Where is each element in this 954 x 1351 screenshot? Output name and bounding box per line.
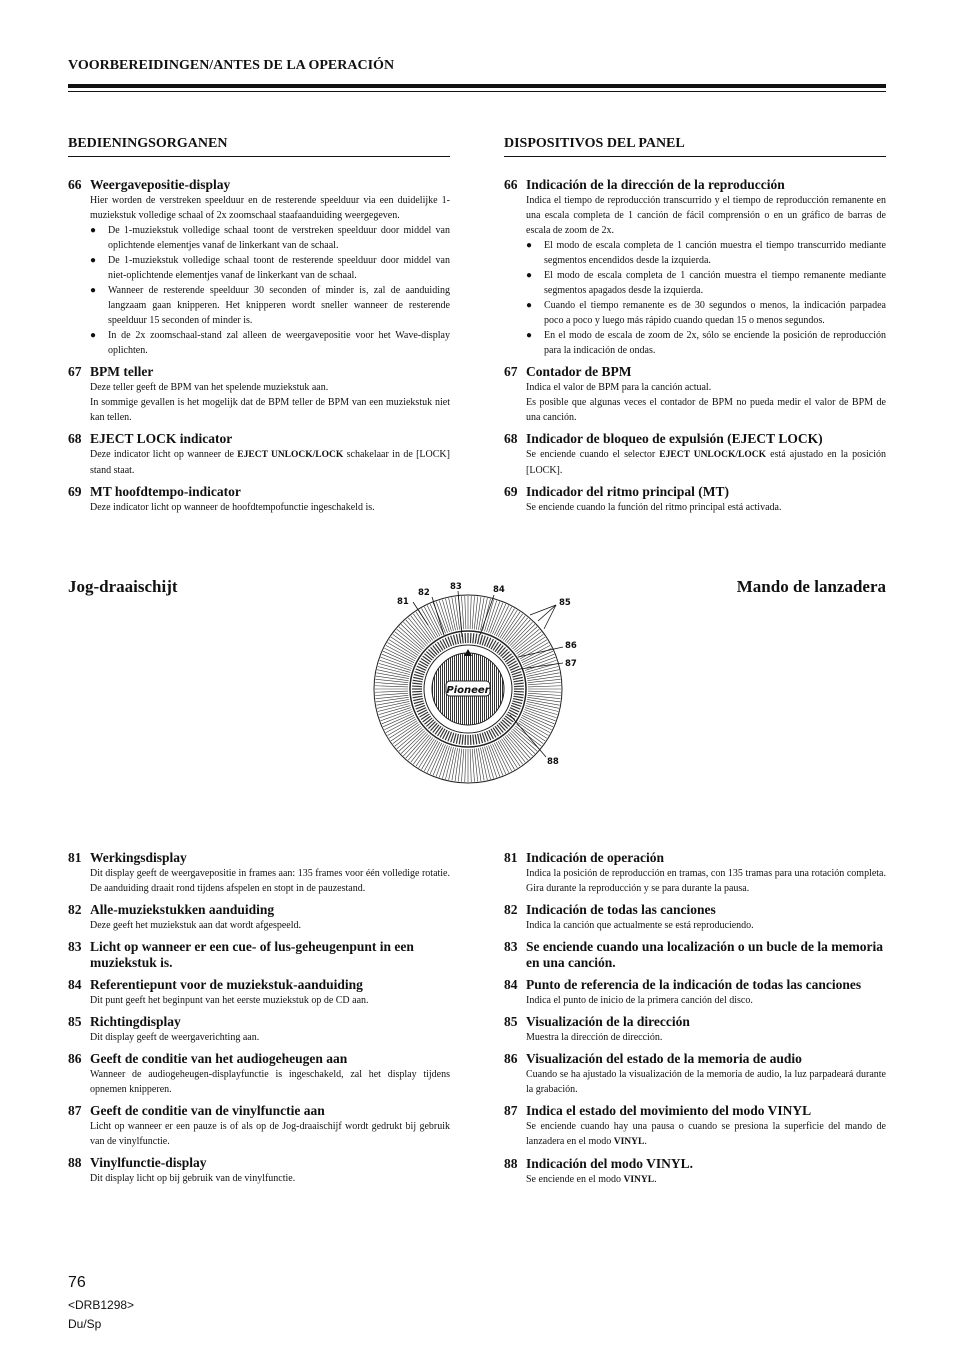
item-88 [504,1156,886,1188]
item-81 [68,850,450,896]
item-title: Indicación de todas las canciones [526,902,716,917]
item-83 [68,939,450,971]
item-number: 81 [504,850,518,865]
jog-tick [514,691,524,692]
page-number: 76 [68,1274,86,1291]
item-description: Indica el punto de inicio de la primera canción del disco. [526,995,753,1006]
item-82 [504,902,886,933]
item-86 [68,1051,450,1097]
item-number: 86 [68,1051,82,1066]
bullet-icon: ● [526,270,533,281]
jog-items-du [68,850,450,1192]
item-title: Visualización del estado de la memoria de audio [526,1051,802,1066]
bullet-icon: ● [526,330,533,341]
bullet-icon: ● [90,225,97,236]
item-description: Dit display geeft de weergavepositie in frames aan: 135 frames voor één volledige rotatie. De aanduiding draait rond tijdens afspelen en stopt in de pauzestand. [90,868,450,894]
item-81 [504,850,886,896]
language-code: Du/Sp [68,1317,102,1331]
item-description: Deze geeft het muziekstuk aan dat wordt afgespeeld. [90,920,302,931]
label-83: 83 [450,582,462,592]
label-88: 88 [547,757,559,767]
item-description: Se enciende cuando la función del ritmo principal está activada. [526,502,782,513]
item-title: Indicación del modo VINYL. [526,1156,694,1171]
item-number: 88 [68,1155,82,1170]
item-description: Dit punt geeft het beginpunt van het eerste muziekstuk op de CD aan. [90,995,369,1006]
item-title: Indicador del ritmo principal (MT) [526,484,730,499]
bullet-icon: ● [90,330,97,341]
bedieningsorganen-column [68,136,450,521]
dispositivos-column [504,136,886,521]
item-description: Cuando se ha ajustado la visualización de la memoria de audio, la luz parpadeará durante la grabación. [526,1069,886,1095]
jog-items-sp [504,850,886,1194]
jog-title-sp: Mando de lanzadera [736,577,886,596]
item-title: Licht op wanneer er een cue- of lus-geheugenpunt in een muziekstuk is. [90,939,414,970]
item-title: Punto de referencia de la indicación de todas las canciones [526,977,862,992]
item-number: 66 [504,177,518,192]
item-title: Werkingsdisplay [90,850,187,865]
item-84 [504,977,886,1008]
item-69 [68,484,450,515]
item-number: 85 [68,1014,82,1029]
item-description: Se enciende en el modo VINYL. [526,1174,657,1185]
item-67 [68,364,450,425]
item-number: 68 [504,431,518,446]
item-title: MT hoofdtempo-indicator [90,484,241,499]
label-87: 87 [565,659,577,669]
item-title: Se enciende cuando una localización o un bucle de la memoria en una canción. [526,939,884,970]
item-description: Es posible que algunas veces el contador de BPM no pueda medir el valor de BPM de una canción. [526,397,886,423]
item-description: Deze indicator licht op wanneer de hoofdtempofunctie ingeschakeld is. [90,502,375,513]
header-rule-thin [68,91,886,92]
item-number: 82 [504,902,518,917]
label-81: 81 [397,597,409,607]
label-82: 82 [418,588,430,598]
item-title: Geeft de conditie van het audiogeheugen aan [90,1051,348,1066]
item-number: 66 [68,177,82,192]
item-number: 68 [68,431,82,446]
item-title: Indicador de bloqueo de expulsión (EJECT LOCK) [526,431,823,446]
item-67 [504,364,886,425]
item-number: 67 [68,364,82,379]
jog-title-du: Jog-draaischijt [68,577,178,596]
item-description: Se enciende cuando el selector EJECT UNLOCK/LOCK está ajustado en la posición [LOCK]. [526,449,886,476]
jog-tick [470,633,471,643]
bullet-icon: ● [90,255,97,266]
item-number: 69 [504,484,518,499]
item-title: BPM teller [90,364,154,379]
item-description: Dit display geeft de weergaverichting aan. [90,1032,260,1043]
item-description: Deze teller geeft de BPM van het spelende muziekstuk aan. [90,382,329,393]
item-66 [68,177,450,358]
item-title: Indicación de operación [526,850,665,865]
pioneer-logo-text: Pioneer [446,685,490,696]
item-88 [68,1155,450,1186]
item-description: Se enciende cuando hay una pausa o cuando se presiona la superficie del mando de lanzadera en el modo VINYL. [526,1121,886,1147]
jog-tick [514,686,524,687]
item-number: 82 [68,902,82,917]
section-title: DISPOSITIVOS DEL PANEL [504,136,886,157]
bullet-icon: ● [90,285,97,296]
label-86: 86 [565,641,577,651]
item-number: 85 [504,1014,518,1029]
item-85 [68,1014,450,1045]
item-description: Indica el tiempo de reproducción transcurrido y el tiempo de reproducción remanente en una escala completa de 1 canción de fácil comprensión o en un gráfico de barras de escala de zoom de 2x. [526,195,886,236]
jog-tick [412,686,422,687]
item-title: EJECT LOCK indicator [90,431,233,446]
item-87 [68,1103,450,1149]
item-number: 83 [68,939,82,954]
item-82 [68,902,450,933]
item-description: Wanneer de audiogeheugen-displayfunctie is ingeschakeld, zal het display tijdens opnemen knipperen. [90,1069,450,1095]
item-description: Muestra la dirección de dirección. [526,1032,663,1043]
bullet: ● En el modo de escala de zoom de 2x, sólo se enciende la posición de reproducción para la indicación de ondas. [526,330,886,356]
bullet: ● De 1-muziekstuk volledige schaal toont de verstreken speelduur door middel van oplichtende elementjes vanaf de linkerkant van de schaal. [90,225,450,251]
item-number: 69 [68,484,82,499]
jog-tick [465,735,466,745]
document-code: <DRB1298> [68,1298,135,1312]
item-number: 67 [504,364,518,379]
item-title: Richtingdisplay [90,1014,181,1029]
item-title: Geeft de conditie van de vinylfunctie aan [90,1103,325,1118]
item-title: Referentiepunt voor de muziekstuk-aanduiding [90,977,363,992]
item-title: Alle-muziekstukken aanduiding [90,902,275,917]
item-number: 84 [68,977,82,992]
item-87 [504,1103,886,1150]
jog-dial-diagram [360,575,600,790]
item-title: Visualización de la dirección [526,1014,690,1029]
bullet-icon: ● [526,240,533,251]
item-title: Vinylfunctie-display [90,1155,207,1170]
item-description: Indica la canción que actualmente se está reproduciendo. [526,920,754,931]
item-number: 84 [504,977,518,992]
item-title: Indica el estado del movimiento del modo VINYL [526,1103,812,1118]
jog-tick [465,633,466,643]
item-83 [504,939,886,971]
item-description: In sommige gevallen is het mogelijk dat de BPM teller de BPM van een muziekstuk niet kan tellen. [90,397,450,423]
item-description: Deze indicator licht op wanneer de EJECT UNLOCK/LOCK schakelaar in de [LOCK] stand staat. [90,449,450,476]
bullet: ● Wanneer de resterende speelduur 30 seconden of minder is, zal de aanduiding langzaam gaan knipperen. Het knipperen wordt sneller wanneer de resterende speelduur 15 seconden of minder is. [90,285,450,326]
item-85 [504,1014,886,1045]
item-66 [504,177,886,358]
bullet: ● El modo de escala completa de 1 canción muestra el tiempo transcurrido mediante segmentos encendidos desde la izquierda. [526,240,886,266]
jog-tick [412,691,422,692]
item-number: 87 [504,1103,518,1118]
item-description: Hier worden de verstreken speelduur en de resterende speelduur via een duidelijke 1-muziekstuk volledige schaal of 2x zoomschaal staafaanduiding weergegeven. [90,195,450,221]
item-number: 86 [504,1051,518,1066]
header-rule-thick [68,84,886,88]
label-85: 85 [559,598,571,608]
item-description: Dit display licht op bij gebruik van de vinylfunctie. [90,1173,296,1184]
item-68 [504,431,886,478]
bullet-icon: ● [526,300,533,311]
item-number: 87 [68,1103,82,1118]
item-description: Licht op wanneer er een pauze is of als op de Jog-draaischijf wordt gedrukt bij gebruik van de vinylfunctie. [90,1121,450,1147]
bullet: ● El modo de escala completa de 1 canción muestra el tiempo remanente mediante segmentos apagados desde la izquierda. [526,270,886,296]
item-86 [504,1051,886,1097]
item-69 [504,484,886,515]
item-description: Indica el valor de BPM para la canción actual. [526,382,712,393]
label-84: 84 [493,585,505,595]
item-number: 81 [68,850,82,865]
jog-tick [470,735,471,745]
item-number: 88 [504,1156,518,1171]
item-title: Indicación de la dirección de la reproducción [526,177,785,192]
item-description: Indica la posición de reproducción en tramas, con 135 tramas para una rotación completa. Gira durante la reproducción y se para durante la pausa. [526,868,886,894]
bullet: ● Cuando el tiempo remanente es de 30 segundos o menos, la indicación parpadea poco a poco y luego más rápido cuando quedan 15 o menos segundos. [526,300,886,326]
item-title: Contador de BPM [526,364,632,379]
section-title: BEDIENINGSORGANEN [68,136,450,157]
bullet: ● De 1-muziekstuk volledige schaal toont de resterende speelduur door middel van niet-oplichtende elementjes vanaf de linkerkant van de schaal. [90,255,450,281]
bullet: ● In de 2x zoomschaal-stand zal alleen de weergavepositie voor het Wave-display oplichten. [90,330,450,356]
item-number: 83 [504,939,518,954]
page-header: VOORBEREIDINGEN/ANTES DE LA OPERACIÓN [68,58,395,73]
item-title: Weergavepositie-display [90,177,231,192]
item-68 [68,431,450,478]
item-84 [68,977,450,1008]
